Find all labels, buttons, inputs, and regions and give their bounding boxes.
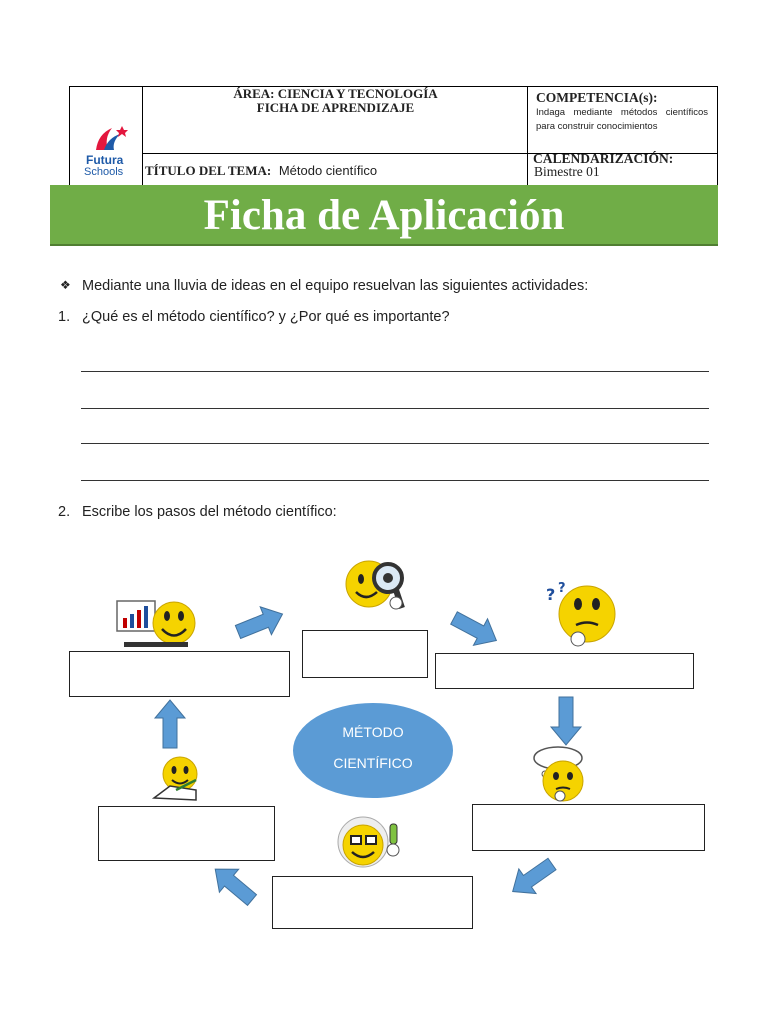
answer-line[interactable] bbox=[81, 370, 709, 372]
center-line2: CIENTÍFICO bbox=[333, 755, 413, 771]
center-line1: MÉTODO bbox=[342, 724, 404, 740]
arrow-icon bbox=[232, 600, 288, 646]
title-banner bbox=[50, 185, 718, 246]
center-oval bbox=[293, 703, 453, 798]
question-smiley-icon bbox=[546, 581, 615, 646]
q1-number: 1. bbox=[58, 309, 71, 325]
bullet-icon: ❖ bbox=[60, 278, 71, 292]
answer-line[interactable] bbox=[81, 407, 709, 409]
area-line: ÁREA: CIENCIA Y TECNOLOGÍA bbox=[233, 86, 438, 101]
arrow-icon bbox=[155, 700, 185, 748]
step-box[interactable] bbox=[302, 630, 428, 678]
ficha-line: FICHA DE APRENDIZAJE bbox=[256, 100, 415, 115]
writing-smiley-icon bbox=[154, 757, 197, 800]
step-box[interactable] bbox=[472, 804, 705, 851]
tema-label: TÍTULO DEL TEMA: bbox=[145, 163, 272, 178]
answer-line[interactable] bbox=[81, 479, 709, 481]
svg-text:?: ? bbox=[558, 581, 566, 596]
calendarizacion-value: Bimestre 01 bbox=[534, 164, 600, 179]
area-title bbox=[143, 87, 528, 115]
q2-number: 2. bbox=[58, 504, 71, 520]
thinking-smiley-icon bbox=[534, 747, 583, 801]
q1-text: ¿Qué es el método científico? y ¿Por qué es importante? bbox=[82, 309, 450, 325]
q2-text: Escribe los pasos del método científico: bbox=[82, 504, 337, 520]
tema-value: Método científico bbox=[278, 163, 378, 178]
arrow-icon bbox=[206, 858, 262, 912]
arrow-icon bbox=[447, 605, 503, 654]
arrow-icon bbox=[504, 852, 561, 904]
arrow-icon bbox=[551, 697, 581, 745]
competencia-label: COMPETENCIA(s): bbox=[536, 90, 658, 105]
logo-subtitle: Schools bbox=[84, 166, 124, 178]
logo-mark-icon bbox=[86, 124, 136, 154]
step-box[interactable] bbox=[435, 653, 694, 689]
step-box[interactable] bbox=[272, 876, 473, 929]
intro-text: Mediante una lluvia de ideas en el equipo resuelvan las siguientes actividades: bbox=[82, 278, 589, 294]
competencia-text: Indaga mediante métodos científicos para construir conocimientos bbox=[536, 107, 708, 132]
tema-row bbox=[145, 163, 377, 179]
scientist-smiley-icon bbox=[338, 817, 399, 867]
step-box[interactable] bbox=[98, 806, 275, 861]
answer-line[interactable] bbox=[81, 442, 709, 444]
futura-schools-logo bbox=[86, 124, 136, 180]
svg-text:?: ? bbox=[546, 585, 556, 604]
step-box[interactable] bbox=[69, 651, 290, 697]
logo-brand: Futura bbox=[86, 153, 124, 167]
banner-title: Ficha de Aplicación bbox=[203, 192, 565, 239]
magnifier-smiley-icon bbox=[346, 561, 402, 609]
presenter-smiley-icon bbox=[117, 601, 195, 647]
calendarizacion-label: CALENDARIZACIÓN: bbox=[533, 151, 674, 166]
